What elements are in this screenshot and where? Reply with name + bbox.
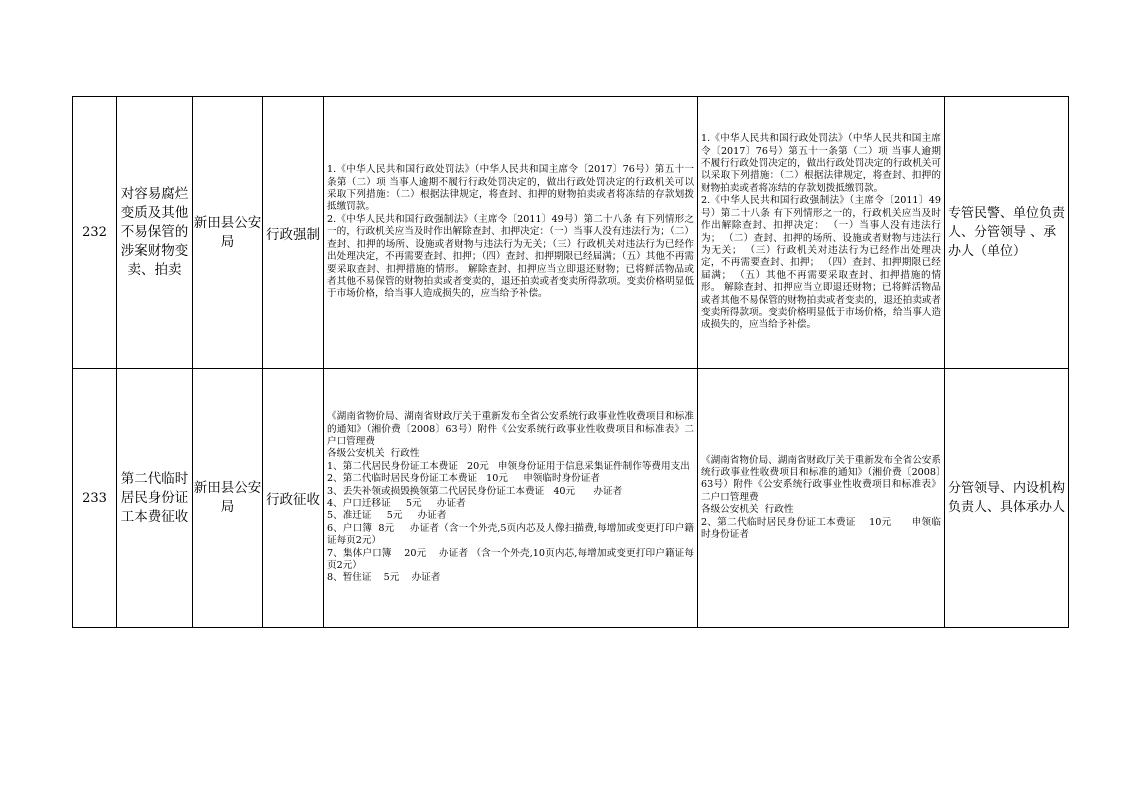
table-row <box>73 97 1069 369</box>
responsible-persons: 专管民警、单位负责人、分管领导 、承办人（单位） <box>945 97 1069 369</box>
authority-list-table <box>72 96 1069 628</box>
power-type: 行政征收 <box>263 369 324 628</box>
responsibility-basis <box>698 369 945 628</box>
legal-basis <box>324 369 698 628</box>
table-row <box>73 369 1069 628</box>
department: 新田县公安局 <box>193 97 263 369</box>
legal-basis <box>324 97 698 369</box>
item-name: 对容易腐烂变质及其他不易保管的涉案财物变卖、拍卖 <box>117 97 193 369</box>
responsible-persons: 分管领导、内设机构负责人、具体承办人 <box>945 369 1069 628</box>
department: 新田县公安局 <box>193 369 263 628</box>
responsibility-basis-text: 《湖南省物价局、湖南省财政厅关于重新发布全省公安系统行政事业性收费项目和标准的通知》（湘价费〔2008〕63号）附件《公安系统行政事业性收费项目和标准表》二户口管理费 各级公安机关 行政性 2、第二代临时居民身份证工本费证 10元 申领临时身份证者 <box>701 454 941 541</box>
legal-basis-text: 《湖南省物价局、湖南省财政厅关于重新发布全省公安系统行政事业性收费项目和标准的通知》（湘价费〔2008〕63号）附件《公安系统行政事业性收费项目和标准表》二户口管理费 各级公安机关 行政性 1、第二代居民身份证工本费证 20元 申领身份证用于信息采集证件制作等费用支出 2、第二代临时居民身份证工本费证 10元 申领临时身份证者 3、丢失补领或损毁换领第二代居民身份证工本费证 40元 办证者 4、户口迁移证 5元 办证者 5、准迁证 5元 办证者 6、户口簿 8元 办证者（含一个外壳,5页内芯及人像扫描费,每增加或变更打印户籍证每页2元） 7、集体户口簿 20元 办证者 （含一个外壳,10页内芯,每增加或变更打印户籍证每页2元） 8、暂住证 5元 办证者 <box>327 411 694 584</box>
legal-basis-text: 1.《中华人民共和国行政处罚法》（中华人民共和国主席令〔2017〕76号）第五十一条第（二）项 当事人逾期不履行行政处罚决定的，做出行政处罚决定的行政机关可以采取下列措施：（二）根据法律规定，将查封、扣押的财物拍卖或者将冻结的存款划拨抵缴罚款。 2.《中华人民共和国行政强制法》（主席令〔2011〕49号）第二十八条 有下列情形之一的，行政机关应当及时作出解除查封、扣押决定：（一）当事人没有违法行为；（二）查封、扣押的场所、设施或者财物与违法行为无关；（三）行政机关对违法行为已经作出处理决定，不再需要查封、扣押；（四）查封、扣押期限已经届满；（五）其他不再需要采取查封、扣押措施的情形。 解除查封、扣押应当立即退还财物；已将鲜活物品或者其他不易保管的财物拍卖或者变卖的，退还拍卖或者变卖所得款项。变卖价格明显低于市场价格，给当事人造成损失的，应当给予补偿。 <box>327 164 694 300</box>
responsibility-basis-text: 1.《中华人民共和国行政处罚法》（中华人民共和国主席令〔2017〕76号）第五十一条第（二）项 当事人逾期不履行行政处罚决定的，做出行政处罚决定的行政机关可以采取下列措施：（二）根据法律规定，将查封、扣押的财物拍卖或者将冻结的存款划拨抵缴罚款。 2.《中华人民共和国行政强制法》（主席令〔2011〕49号）第二十八条 有下列情形之一的，行政机关应当及时作出解除查封、扣押决定： （一）当事人没有违法行为； （二）查封、扣押的场所、设施或者财物与违法行为无关； （三）行政机关对违法行为已经作出处理决定，不再需要查封、扣押； （四）查封、扣押期限已经届满； （五）其他不再需要采取查封、扣押措施的情形。 解除查封、扣押应当立即退还财物；已将鲜活物品或者其他不易保管的财物拍卖或者变卖的，退还拍卖或者变卖所得款项。变卖价格明显低于市场价格，给当事人造成损失的，应当给予补偿。 <box>701 133 941 331</box>
item-number: 232 <box>73 97 117 369</box>
power-type: 行政强制 <box>263 97 324 369</box>
item-number: 233 <box>73 369 117 628</box>
responsibility-basis <box>698 97 945 369</box>
item-name: 第二代临时居民身份证工本费征收 <box>117 369 193 628</box>
